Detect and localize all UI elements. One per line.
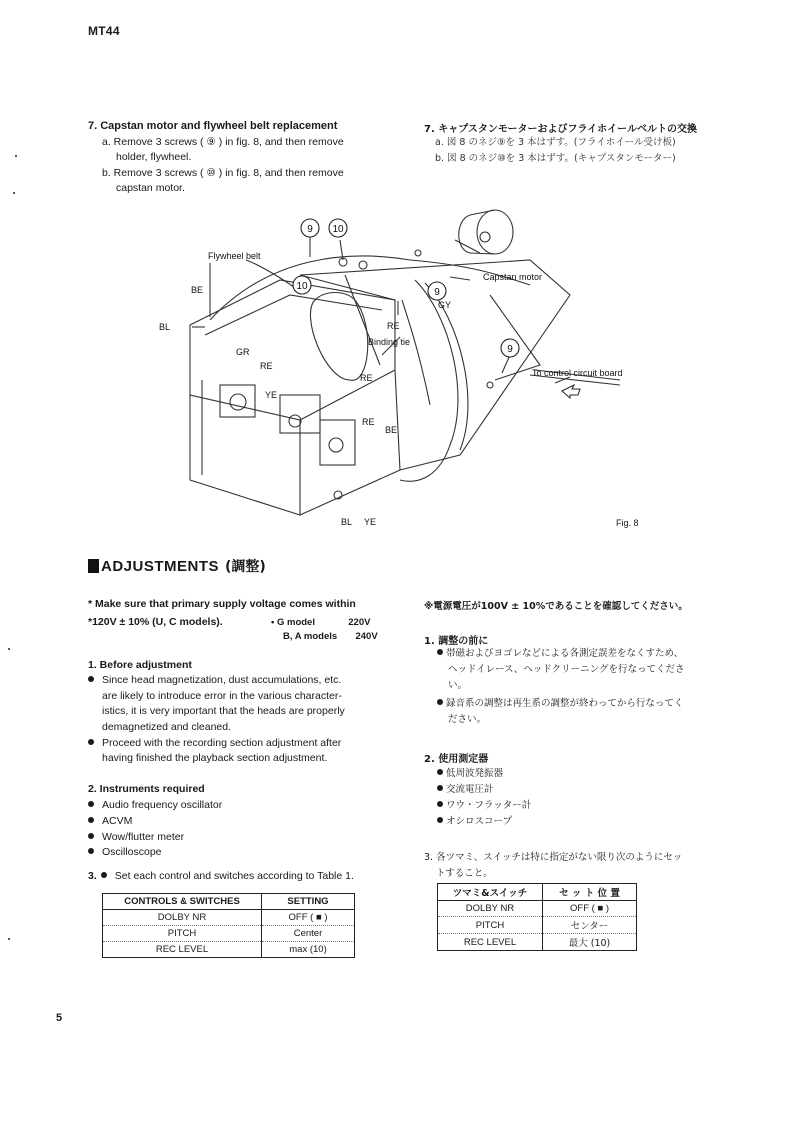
table-cell: REC LEVEL bbox=[103, 942, 262, 958]
before-bullet-1-line2: are likely to introduce error in the various character- bbox=[102, 690, 342, 702]
table-header-row bbox=[103, 894, 355, 910]
bullet-icon bbox=[88, 801, 94, 807]
capstan-step-b-jp: b. 図 8 のネジ⑩を 3 本はずす。(キャプスタンモーター) bbox=[435, 153, 676, 164]
voltage-note-jp: ※電源電圧が100V ± 10%であることを確認してください。 bbox=[424, 601, 688, 612]
capstan-step-a: a. Remove 3 screws ( ⑨ ) in fig. 8, and then remove bbox=[102, 136, 344, 148]
label-ye-1: YE bbox=[265, 390, 278, 400]
table-cell: Center bbox=[262, 926, 355, 942]
capstan-step-a-cont: holder, flywheel. bbox=[116, 151, 192, 163]
label-bl-bottom: BL bbox=[341, 517, 353, 527]
step3-jp-line2: トすること。 bbox=[436, 868, 493, 879]
voltage-row-ba bbox=[283, 631, 378, 642]
table-cell: OFF ( ■ ) bbox=[262, 910, 355, 926]
step3-en bbox=[88, 869, 354, 885]
label-re-1: RE bbox=[260, 361, 273, 371]
label-re-3: RE bbox=[387, 321, 400, 331]
voltage-note-line1: * Make sure that primary supply voltage comes within bbox=[88, 598, 356, 610]
settings-table-en bbox=[102, 893, 355, 958]
model-voltage: 240V bbox=[355, 631, 378, 642]
arrow-icon bbox=[562, 385, 580, 398]
table-header: セ ッ ト 位 置 bbox=[543, 884, 637, 901]
label-gy: GY bbox=[438, 300, 452, 310]
label-be-2: BE bbox=[385, 425, 398, 435]
before-bullet-1-line4: demagnetized and cleaned. bbox=[102, 721, 232, 733]
table-cell: 最大 (10) bbox=[543, 934, 637, 951]
step3-text: Set each control and switches according to Table 1. bbox=[114, 870, 354, 882]
bullet-icon bbox=[88, 833, 94, 839]
bullet-icon bbox=[88, 676, 94, 682]
table-row bbox=[438, 917, 637, 934]
before-bullet-1-jp-line3: い。 bbox=[448, 680, 468, 691]
before-bullet-2-jp-line2: ださい。 bbox=[448, 714, 487, 725]
figure-caption: Fig. 8 bbox=[616, 518, 639, 528]
instrument-item-jp: 低周波発振器 bbox=[437, 766, 503, 782]
callout-screw-10b: 10 bbox=[296, 281, 308, 292]
label-re-2: RE bbox=[360, 373, 373, 383]
voltage-note-line2: *120V ± 10% (U, C models). bbox=[88, 616, 223, 628]
before-adjust-title-jp: 1. 調整の前に bbox=[424, 636, 489, 647]
label-gr: GR bbox=[236, 347, 250, 357]
capstan-step-a-jp: a. 図 8 のネジ⑨を 3 本はずす。(フライホイール受け板) bbox=[435, 137, 676, 148]
bullet-icon bbox=[88, 848, 94, 854]
table-cell: センター bbox=[543, 917, 637, 934]
capstan-title-en: 7. Capstan motor and flywheel belt replacement bbox=[88, 120, 338, 132]
before-bullet-2-jp: 録音系の調整は再生系の調整が終わってから行なってく bbox=[437, 696, 683, 712]
instrument-item: Oscilloscope bbox=[88, 845, 162, 861]
table-row bbox=[103, 942, 355, 958]
scan-speck bbox=[8, 938, 10, 940]
bullet-icon bbox=[437, 769, 443, 775]
before-adjust-title: 1. Before adjustment bbox=[88, 659, 192, 671]
adjustments-heading bbox=[88, 556, 266, 576]
settings-table-jp bbox=[437, 883, 637, 951]
table-header-row bbox=[438, 884, 637, 901]
adjustments-title-jp: (調整) bbox=[225, 559, 266, 575]
table-cell: DOLBY NR bbox=[103, 910, 262, 926]
scan-speck bbox=[13, 192, 15, 194]
label-flywheel-belt: Flywheel belt bbox=[208, 251, 261, 261]
table-row bbox=[438, 934, 637, 951]
table-header: CONTROLS & SWITCHES bbox=[103, 894, 262, 910]
instrument-item-jp: ワウ・フラッター計 bbox=[437, 798, 531, 814]
table-cell: PITCH bbox=[103, 926, 262, 942]
bullet-icon bbox=[437, 817, 443, 823]
scan-speck bbox=[8, 648, 10, 650]
bullet-icon bbox=[88, 739, 94, 745]
instruments-title: 2. Instruments required bbox=[88, 783, 205, 795]
voltage-star-icon: • bbox=[271, 617, 275, 628]
bullet-icon bbox=[437, 699, 443, 705]
model-voltage: 220V bbox=[348, 617, 371, 628]
table-row bbox=[438, 901, 637, 917]
adjustments-title: ADJUSTMENTS bbox=[101, 557, 220, 575]
callout-screw-9a: 9 bbox=[307, 224, 313, 235]
table-header: ツマミ&スイッチ bbox=[438, 884, 543, 901]
before-bullet-1-jp-line2: ヘッドイレース、ヘッドクリーニングを行なってくださ bbox=[448, 664, 685, 675]
heading-square-icon bbox=[88, 559, 99, 573]
page-number: 5 bbox=[56, 1012, 63, 1024]
label-ye-bottom: YE bbox=[364, 517, 377, 527]
model-code: MT44 bbox=[88, 24, 120, 38]
bullet-icon bbox=[88, 817, 94, 823]
label-capstan-motor: Capstan motor bbox=[483, 272, 543, 282]
label-be-top: BE bbox=[191, 285, 204, 295]
label-binding-tie: Binding tie bbox=[368, 337, 411, 347]
before-bullet-2: Proceed with the recording section adjustment after bbox=[88, 736, 341, 752]
callout-screw-9c: 9 bbox=[507, 344, 513, 355]
before-bullet-1-jp: 帯磁およびヨゴレなどによる各測定誤差をなくすため、 bbox=[437, 646, 683, 662]
instrument-item: Wow/flutter meter bbox=[88, 830, 184, 846]
scan-speck bbox=[15, 155, 17, 157]
callout-screw-10a: 10 bbox=[332, 224, 344, 235]
bullet-icon bbox=[437, 649, 443, 655]
table-header: SETTING bbox=[262, 894, 355, 910]
callout-screw-9b: 9 bbox=[434, 287, 440, 298]
voltage-row-g bbox=[271, 617, 370, 628]
fig8-diagram bbox=[150, 205, 670, 535]
model-name: B, A models bbox=[283, 631, 338, 642]
step3-number: 3. bbox=[88, 870, 97, 882]
table-cell: OFF ( ■ ) bbox=[543, 901, 637, 917]
capstan-step-b: b. Remove 3 screws ( ⑩ ) in fig. 8, and then remove bbox=[102, 167, 344, 179]
bullet-icon bbox=[437, 785, 443, 791]
instrument-item: ACVM bbox=[88, 814, 132, 830]
label-to-control: To control circuit board bbox=[532, 368, 623, 378]
before-bullet-1: Since head magnetization, dust accumulations, etc. bbox=[88, 673, 341, 689]
table-cell: PITCH bbox=[438, 917, 543, 934]
instruments-title-jp: 2. 使用測定器 bbox=[424, 754, 489, 765]
bullet-icon bbox=[101, 872, 107, 878]
capstan-title-jp: 7. キャプスタンモーターおよびフライホイールベルトの交換 bbox=[424, 124, 697, 135]
table-row bbox=[103, 910, 355, 926]
instrument-item-jp: オシロスコープ bbox=[437, 814, 512, 830]
instrument-item-jp: 交流電圧計 bbox=[437, 782, 494, 798]
before-bullet-1-line3: istics, it is very important that the heads are properly bbox=[102, 705, 345, 717]
table-cell: max (10) bbox=[262, 942, 355, 958]
capstan-step-b-cont: capstan motor. bbox=[116, 182, 185, 194]
label-bl-left: BL bbox=[159, 322, 171, 332]
before-bullet-2-line2: having finished the playback section adjustment. bbox=[102, 752, 328, 764]
model-name: G model bbox=[276, 617, 315, 628]
table-cell: DOLBY NR bbox=[438, 901, 543, 917]
step3-jp-line1: 3. 各ツマミ、スイッチは特に指定がない限り次のようにセッ bbox=[424, 852, 683, 863]
bullet-icon bbox=[437, 801, 443, 807]
table-cell: REC LEVEL bbox=[438, 934, 543, 951]
table-row bbox=[103, 926, 355, 942]
instrument-item: Audio frequency oscillator bbox=[88, 798, 222, 814]
label-re-4: RE bbox=[362, 417, 375, 427]
